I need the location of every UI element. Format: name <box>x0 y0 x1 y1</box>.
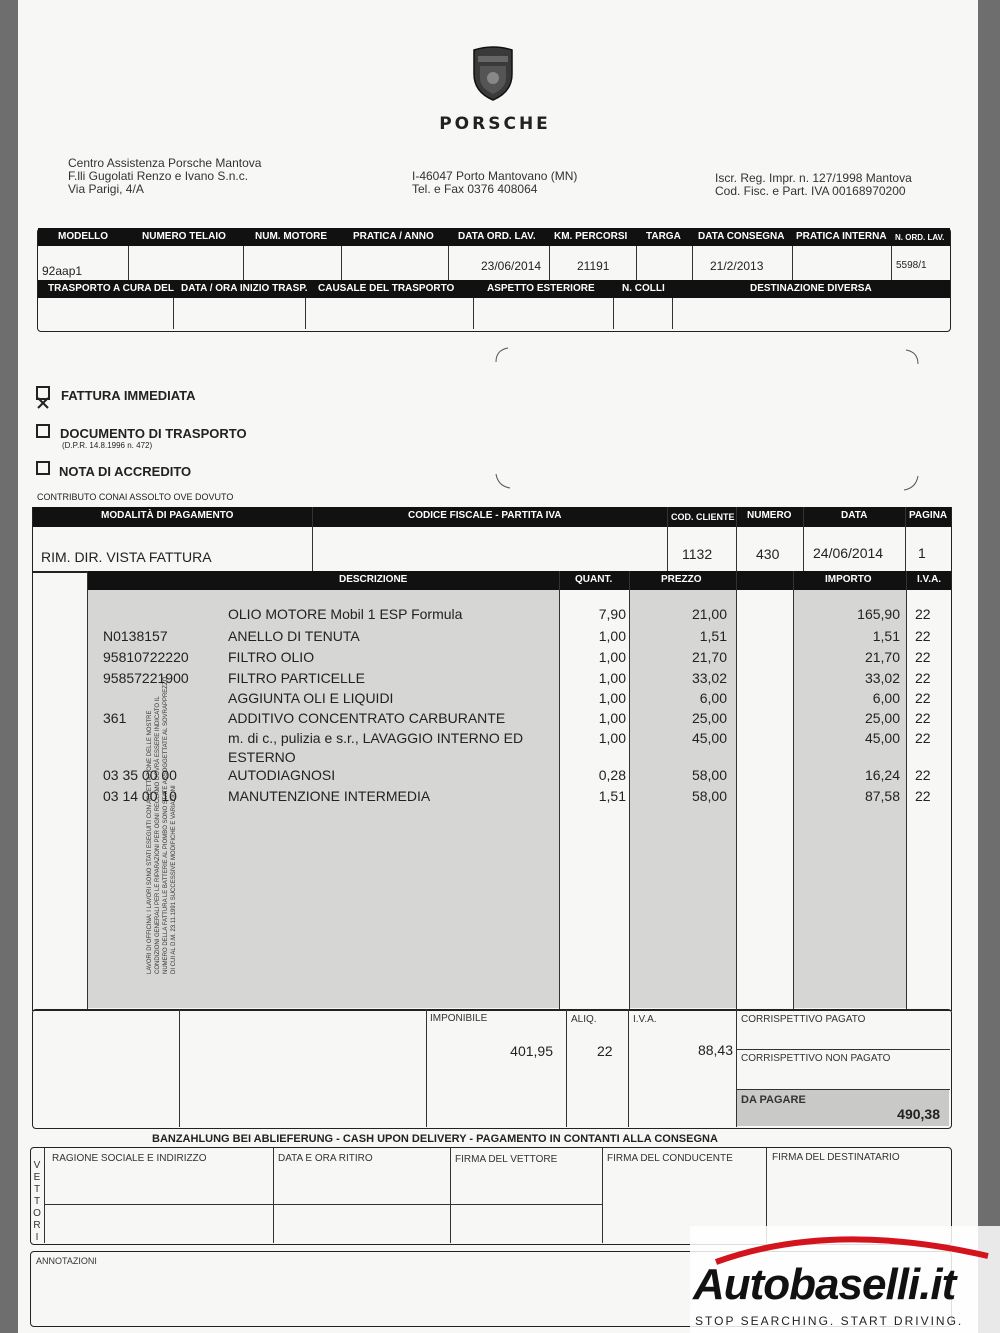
item-iva: 22 <box>915 649 931 665</box>
item-code: 95810722220 <box>103 649 189 665</box>
item-code: 361 <box>103 710 127 726</box>
hdr-targa: TARGA <box>646 231 681 242</box>
item-price: 1,51 <box>699 628 727 644</box>
item-quantity: 1,00 <box>598 730 626 746</box>
label-imponibile: IMPONIBILE <box>430 1013 488 1024</box>
hdr-modello: MODELLO <box>58 231 108 242</box>
hdr-telaio: NUMERO TELAIO <box>142 231 226 242</box>
item-iva: 22 <box>915 606 931 622</box>
vettori-side-label: V E T T O R I <box>33 1160 41 1243</box>
item-price: 58,00 <box>691 767 727 783</box>
item-iva: 22 <box>915 670 931 686</box>
hdr-descrizione: DESCRIZIONE <box>339 574 408 585</box>
legal-side-note: LAVORI DI OFFICINA: I LAVORI SONO STATI ESEGUITI CON ACCETTAZIONE DELLE NOSTRE CONDIZIONI GENERALI PER LE RIPARAZIONI PER OGNI RECLAMO DOVRÀ ESSERE INDICATO IL NUMERO DELLA FATTURA LE BATTERIE AL PIOMBO SONO STATE ASSOGGETTATE AL SOVRAPPREZZO DI CUI AL D.M. 23.11.1991 SUCCESSIVE MODIFICHE E VARIAZIONI <box>147 676 177 974</box>
hdr-data-trasp: DATA / ORA INIZIO TRASP. <box>181 283 308 294</box>
value-modalita: RIM. DIR. VISTA FATTURA <box>41 549 212 565</box>
item-iva: 22 <box>915 710 931 726</box>
item-description: ADDITIVO CONCENTRATO CARBURANTE <box>228 710 506 726</box>
item-code: N0138157 <box>103 628 168 644</box>
item-quantity: 1,00 <box>598 649 626 665</box>
hdr-causale: CAUSALE DEL TRASPORTO <box>318 283 455 294</box>
item-code: 03 35 00 00 <box>103 767 177 783</box>
item-iva: 22 <box>915 788 931 804</box>
hdr-ragione-sociale: RAGIONE SOCIALE E INDIRIZZO <box>52 1153 207 1164</box>
value-numero: 430 <box>756 546 780 562</box>
item-quantity: 1,51 <box>598 788 626 804</box>
ddt-note: (D.P.R. 14.8.1996 n. 472) <box>62 441 153 450</box>
item-price: 21,70 <box>691 649 727 665</box>
value-data: 24/06/2014 <box>813 545 884 561</box>
address-middle: I-46047 Porto Mantovano (MN) Tel. e Fax 0376 408064 <box>412 169 578 196</box>
watermark-logo: Autobaselli.it <box>693 1260 956 1309</box>
hdr-prezzo: PREZZO <box>661 574 702 585</box>
item-price: 45,00 <box>691 730 727 746</box>
hdr-importo: IMPORTO <box>825 574 872 585</box>
conai-note: CONTRIBUTO CONAI ASSOLTO OVE DOVUTO <box>37 492 234 502</box>
option-fattura-immediata: FATTURA IMMEDIATA <box>61 388 196 403</box>
hdr-numero: NUMERO <box>747 510 792 521</box>
label-non-pagato: CORRISPETTIVO NON PAGATO <box>741 1053 891 1064</box>
hdr-motore: NUM. MOTORE <box>255 231 328 242</box>
item-quantity: 1,00 <box>598 710 626 726</box>
hdr-codice-fiscale: CODICE FISCALE - PARTITA IVA <box>408 510 562 521</box>
item-iva: 22 <box>915 730 931 746</box>
hdr-cod-cliente: COD. CLIENTE <box>671 512 735 522</box>
item-price: 33,02 <box>691 670 727 686</box>
hdr-quant: QUANT. <box>575 574 613 585</box>
item-price: 25,00 <box>691 710 727 726</box>
value-da-pagare: 490,38 <box>897 1106 940 1122</box>
label-pagato: CORRISPETTIVO PAGATO <box>741 1014 866 1025</box>
value-aliq: 22 <box>597 1043 613 1059</box>
item-amount: 25,00 <box>864 710 900 726</box>
hdr-data-ritiro: DATA E ORA RITIRO <box>278 1153 373 1164</box>
item-price: 21,00 <box>691 606 727 622</box>
address-left: Centro Assistenza Porsche Mantova F.lli Gugolati Renzo e Ivano S.n.c. Via Parigi, 4/A <box>68 156 262 196</box>
item-code: 03 14 00 10 <box>103 788 177 804</box>
label-annotazioni: ANNOTAZIONI <box>36 1256 97 1266</box>
item-description: FILTRO PARTICELLE <box>228 670 365 686</box>
checkbox-nota[interactable] <box>36 461 50 475</box>
hdr-colli: N. COLLI <box>622 283 665 294</box>
value-n-ord: 5598/1 <box>896 260 927 271</box>
hdr-iva: I.V.A. <box>917 574 942 585</box>
item-quantity: 0,28 <box>598 767 626 783</box>
item-price: 6,00 <box>699 690 727 706</box>
item-iva: 22 <box>915 628 931 644</box>
item-amount: 45,00 <box>864 730 900 746</box>
hdr-data-ord: DATA ORD. LAV. <box>458 231 536 242</box>
item-amount: 165,90 <box>857 606 900 622</box>
item-quantity: 1,00 <box>598 628 626 644</box>
label-da-pagare: DA PAGARE <box>741 1094 806 1106</box>
option-nota-accredito: NOTA DI ACCREDITO <box>59 464 192 479</box>
label-iva: I.V.A. <box>633 1014 657 1025</box>
watermark-tagline: STOP SEARCHING. START DRIVING. <box>695 1314 964 1328</box>
order-header-bar <box>38 228 950 246</box>
hdr-pratica-interna: PRATICA INTERNA <box>796 231 887 242</box>
item-description: AGGIUNTA OLI E LIQUIDI <box>228 690 394 706</box>
hdr-n-ord: N. ORD. LAV. <box>895 233 945 242</box>
item-quantity: 1,00 <box>598 670 626 686</box>
item-description: m. di c., pulizia e s.r., LAVAGGIO INTERNO ED <box>228 730 524 746</box>
items-header-bar <box>87 571 951 590</box>
check-mark-icon <box>36 396 52 410</box>
item-price: 58,00 <box>691 788 727 804</box>
address-right: Iscr. Reg. Impr. n. 127/1998 Mantova Cod. Fisc. e Part. IVA 00168970200 <box>715 171 912 198</box>
value-km: 21191 <box>577 259 610 273</box>
cod-banner: BANZAHLUNG BEI ABLIEFERUNG - CASH UPON DELIVERY - PAGAMENTO IN CONTANTI ALLA CONSEGNA <box>152 1133 718 1145</box>
item-description-cont: ESTERNO <box>228 749 296 765</box>
item-iva: 22 <box>915 767 931 783</box>
hdr-data-consegna: DATA CONSEGNA <box>698 231 785 242</box>
hdr-firma-destinatario: FIRMA DEL DESTINATARIO <box>772 1152 900 1163</box>
item-amount: 87,58 <box>864 788 900 804</box>
item-description: AUTODIAGNOSI <box>228 767 336 783</box>
label-aliq: ALIQ. <box>571 1014 597 1025</box>
item-description: FILTRO OLIO <box>228 649 315 665</box>
value-pagina: 1 <box>918 545 926 561</box>
item-amount: 1,51 <box>872 628 900 644</box>
checkbox-ddt[interactable] <box>36 424 50 438</box>
item-description: MANUTENZIONE INTERMEDIA <box>228 788 431 804</box>
address-window-marks <box>494 346 924 496</box>
item-description: ANELLO DI TENUTA <box>228 628 360 644</box>
item-amount: 21,70 <box>864 649 900 665</box>
hdr-pratica: PRATICA / ANNO <box>353 231 434 242</box>
hdr-firma-conducente: FIRMA DEL CONDUCENTE <box>607 1153 733 1164</box>
payment-header-bar <box>33 507 951 527</box>
porsche-crest-icon <box>470 44 516 102</box>
item-amount: 16,24 <box>864 767 900 783</box>
value-data-ord: 23/06/2014 <box>481 259 542 273</box>
hdr-modalita: MODALITÀ DI PAGAMENTO <box>101 510 234 521</box>
hdr-data: DATA <box>841 510 868 521</box>
hdr-aspetto: ASPETTO ESTERIORE <box>487 283 595 294</box>
brand-wordmark: PORSCHE <box>439 114 551 134</box>
item-iva: 22 <box>915 690 931 706</box>
item-amount: 33,02 <box>864 670 900 686</box>
hdr-destinazione: DESTINAZIONE DIVERSA <box>750 283 872 294</box>
value-cod-cliente: 1132 <box>682 546 713 562</box>
value-modello: 92aap1 <box>42 264 83 278</box>
item-description: OLIO MOTORE Mobil 1 ESP Formula <box>228 606 463 622</box>
hdr-trasporto: TRASPORTO A CURA DEL <box>48 283 174 294</box>
item-quantity: 7,90 <box>598 606 626 622</box>
hdr-km: KM. PERCORSI <box>554 231 628 242</box>
hdr-pagina: PAGINA <box>909 510 948 521</box>
value-imponibile: 401,95 <box>510 1043 553 1059</box>
item-code: 95857221900 <box>103 670 189 686</box>
item-quantity: 1,00 <box>598 690 626 706</box>
value-iva: 88,43 <box>697 1042 733 1058</box>
item-amount: 6,00 <box>872 690 900 706</box>
hdr-firma-vettore: FIRMA DEL VETTORE <box>455 1154 558 1165</box>
value-data-consegna: 21/2/2013 <box>710 259 764 273</box>
transport-header-bar <box>38 280 950 298</box>
option-documento-trasporto: DOCUMENTO DI TRASPORTO <box>60 426 247 441</box>
